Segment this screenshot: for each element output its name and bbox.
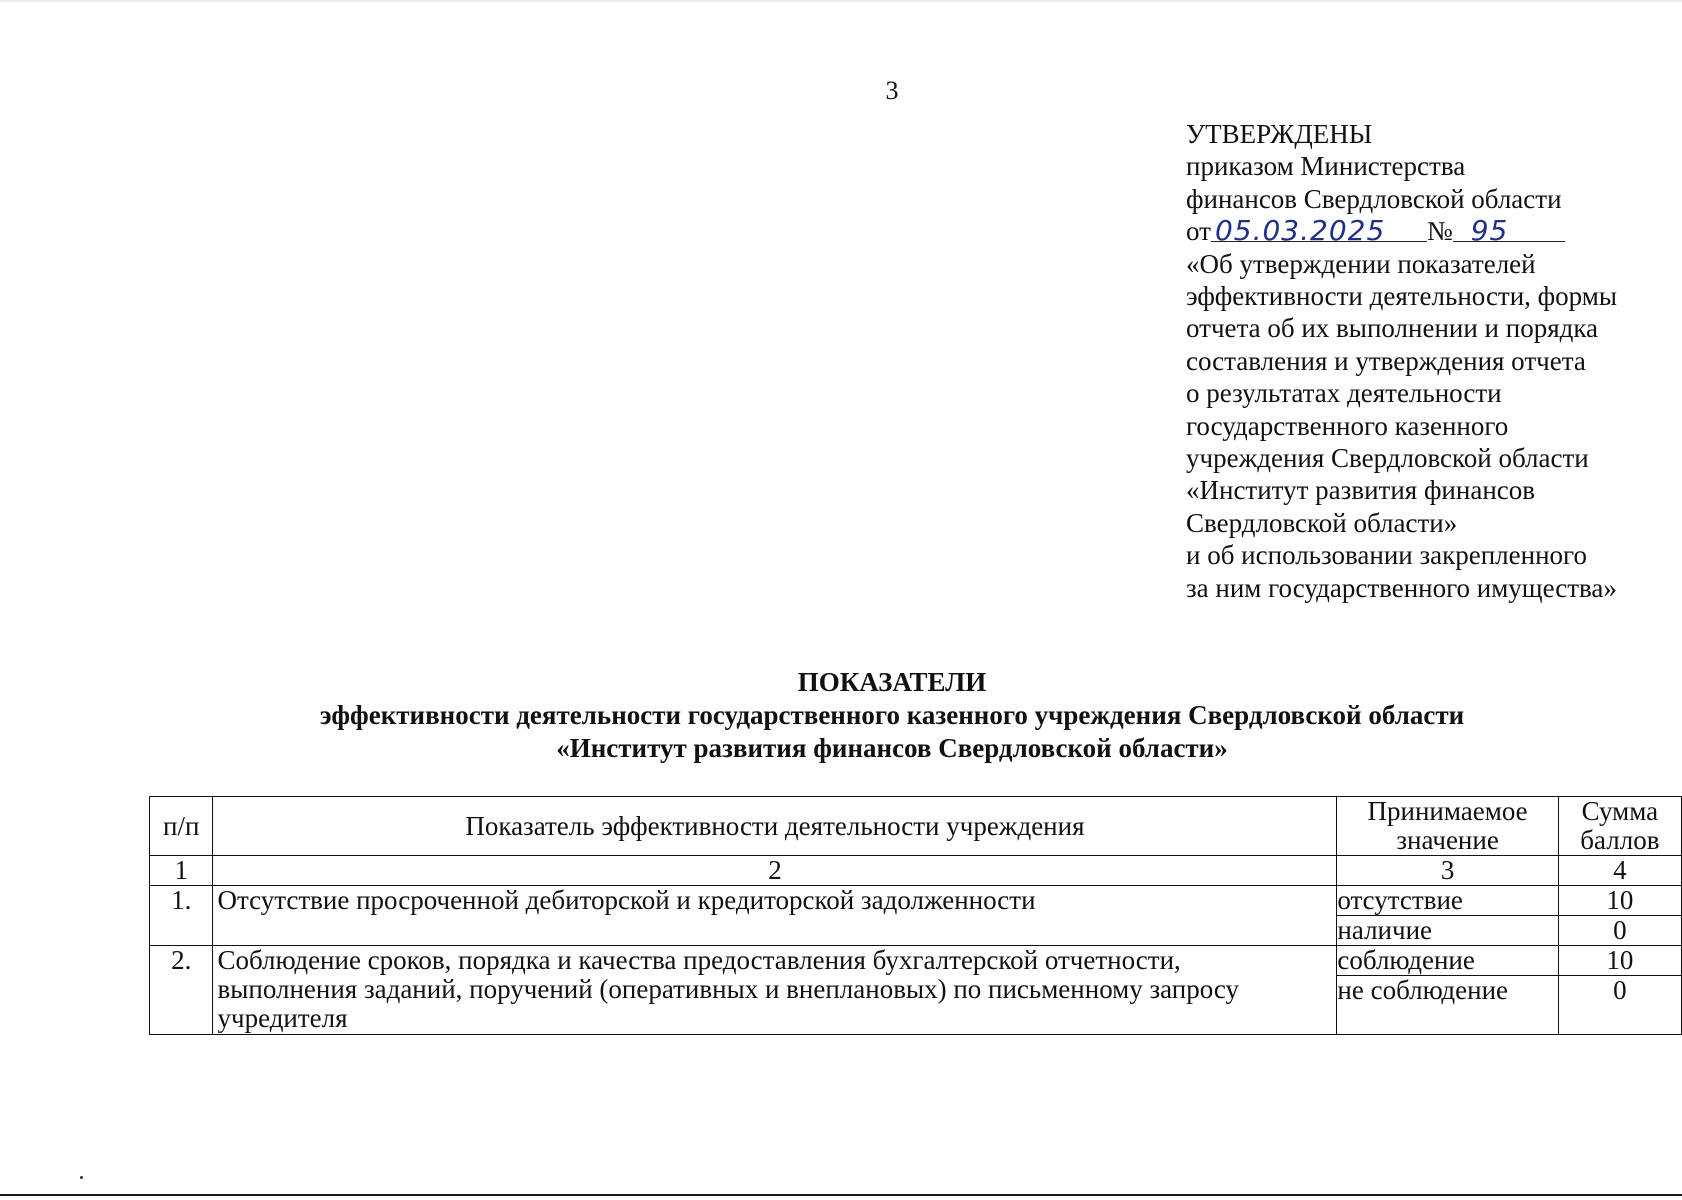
row-option-score: 10 bbox=[1558, 946, 1681, 976]
approval-block bbox=[1186, 118, 1656, 604]
table-header-row bbox=[150, 797, 1682, 856]
handwritten-date: 05.03.2025 bbox=[1214, 214, 1386, 248]
subject-line: учреждения Свердловской области bbox=[1186, 443, 1589, 474]
header-score-line-2: баллов bbox=[1580, 825, 1660, 855]
row-num: 2. bbox=[150, 946, 213, 1035]
subject-line: эффективности деятельности, формы bbox=[1186, 281, 1617, 312]
approval-heading: УТВЕРЖДЕНЫ bbox=[1186, 119, 1373, 149]
date-underline bbox=[1211, 214, 1427, 248]
title-line-3: «Институт развития финансов Свердловской области» bbox=[556, 733, 1228, 763]
row-indicator: Отсутствие просроченной дебиторской и кредиторской задолженности bbox=[213, 886, 1337, 946]
row-indicator bbox=[213, 946, 1337, 1035]
header-indicator: Показатель эффективности деятельности учреждения bbox=[213, 797, 1337, 856]
table-row bbox=[150, 886, 1682, 916]
column-number: 1 bbox=[150, 856, 213, 886]
page-number: 3 bbox=[885, 76, 899, 105]
date-prefix: от bbox=[1186, 216, 1211, 247]
scan-top-edge bbox=[0, 0, 1682, 3]
scan-speck bbox=[80, 1176, 83, 1179]
header-value-line-1: Принимаемое bbox=[1367, 796, 1528, 826]
number-underline bbox=[1453, 214, 1565, 248]
header-score bbox=[1558, 797, 1681, 856]
row-option-value: отсутствие bbox=[1337, 886, 1558, 916]
approval-date-line bbox=[1186, 215, 1656, 247]
column-number: 3 bbox=[1337, 856, 1558, 886]
row-indicator-line-1: Соблюдение сроков, порядка и качества предоставления бухгалтерской отчетности, bbox=[217, 945, 1181, 975]
handwritten-number: 95 bbox=[1470, 214, 1509, 248]
row-num: 1. bbox=[150, 886, 213, 946]
subject-line: отчета об их выполнении и порядка bbox=[1186, 313, 1599, 344]
subject-line: Свердловской области» bbox=[1186, 507, 1458, 538]
column-number: 2 bbox=[213, 856, 1337, 886]
row-option-value: не соблюдение bbox=[1337, 976, 1558, 1035]
row-option-value: соблюдение bbox=[1337, 946, 1558, 976]
row-option-score: 0 bbox=[1558, 976, 1681, 1035]
column-number-row bbox=[150, 856, 1682, 886]
header-value bbox=[1337, 797, 1558, 856]
subject-line: за ним государственного имущества» bbox=[1186, 572, 1617, 603]
subject-line: «Институт развития финансов bbox=[1186, 475, 1535, 506]
header-num: п/п bbox=[150, 797, 213, 856]
subject-line: о результатах деятельности bbox=[1186, 378, 1502, 409]
header-score-line-1: Сумма bbox=[1581, 796, 1659, 826]
subject-line: составления и утверждения отчета bbox=[1186, 345, 1586, 376]
column-number: 4 bbox=[1558, 856, 1681, 886]
subject-line: «Об утверждении показателей bbox=[1186, 248, 1536, 279]
title-line-2: эффективности деятельности государственного казенного учреждения Свердловской области bbox=[319, 700, 1465, 730]
row-option-score: 10 bbox=[1558, 886, 1681, 916]
row-option-value: наличие bbox=[1337, 916, 1558, 946]
approval-line-2: финансов Свердловской области bbox=[1186, 183, 1562, 214]
header-value-line-2: значение bbox=[1396, 825, 1499, 855]
document-title bbox=[150, 666, 1634, 765]
row-option-score: 0 bbox=[1558, 916, 1681, 946]
indicators-table bbox=[149, 796, 1682, 1035]
title-line-1: ПОКАЗАТЕЛИ bbox=[797, 667, 987, 697]
scan-bottom-edge bbox=[0, 1194, 1682, 1196]
number-prefix: № bbox=[1426, 216, 1453, 247]
table-row bbox=[150, 946, 1682, 976]
approval-line-1: приказом Министерства bbox=[1186, 151, 1466, 182]
row-indicator-line-2: выполнения заданий, поручений (оперативных и внеплановых) по письменному запросу bbox=[217, 974, 1240, 1004]
subject-line: и об использовании закрепленного bbox=[1186, 540, 1587, 571]
subject-line: государственного казенного bbox=[1186, 410, 1509, 441]
row-indicator-line-3: учредителя bbox=[217, 1003, 348, 1033]
